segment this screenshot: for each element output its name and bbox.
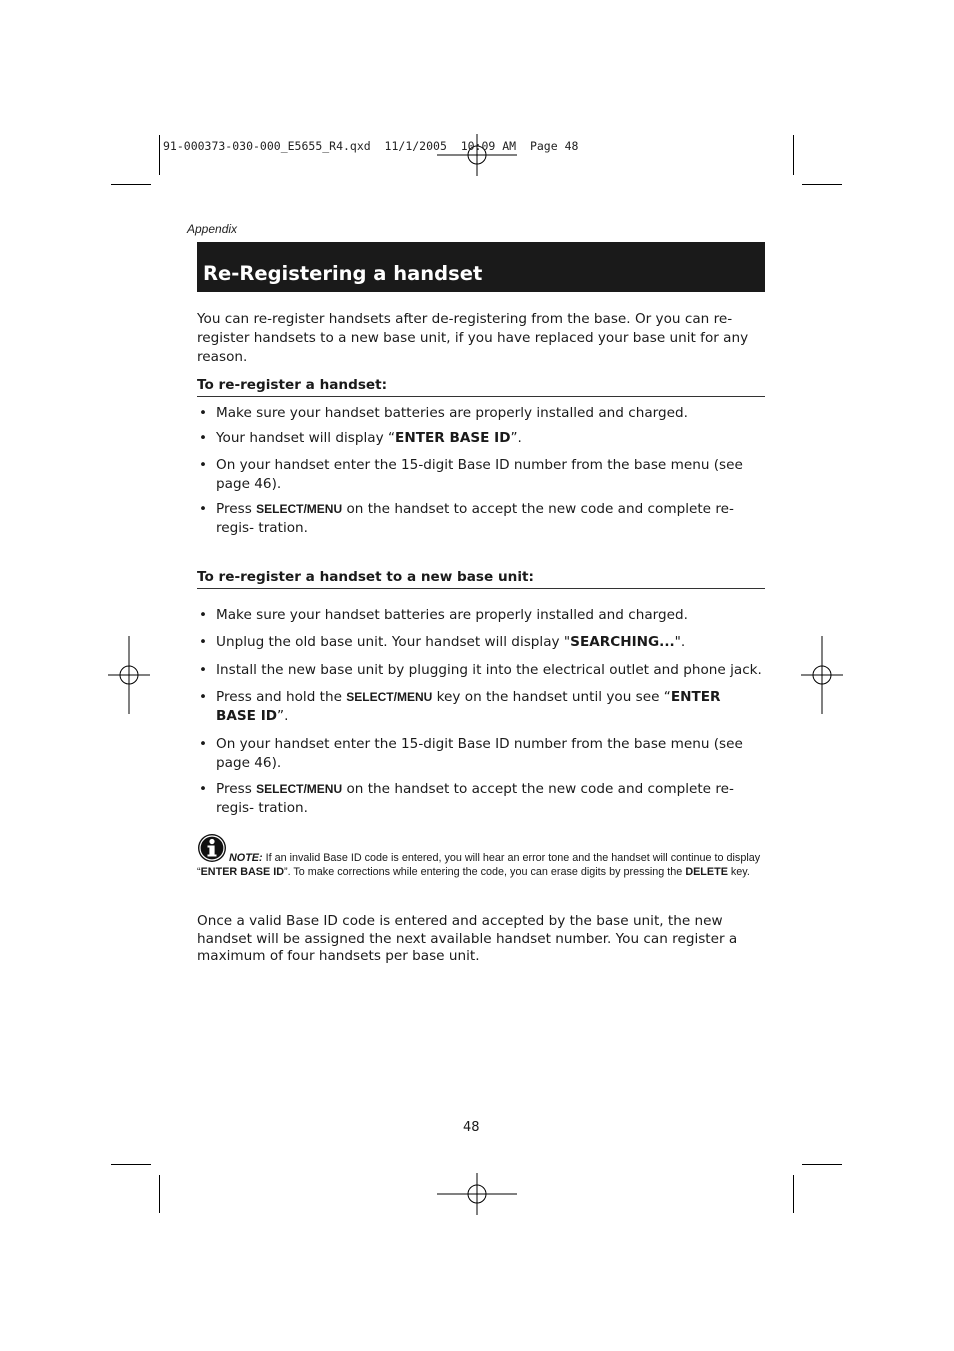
key-name: SELECT/MENU xyxy=(346,690,433,704)
key-name: SELECT/MENU xyxy=(256,502,343,516)
key-name: SELECT/MENU xyxy=(256,782,343,796)
section1-heading: To re-register a handset: xyxy=(197,377,765,397)
display-text: ENTER BASE ID xyxy=(216,689,721,724)
registration-target-bottom xyxy=(437,1173,517,1215)
display-text: SEARCHING... xyxy=(570,634,675,650)
intro-paragraph: You can re-register handsets after de-registering from the base. Or you can re-register handsets to a new base unit, if you have replaced your base unit for any reason. xyxy=(197,311,749,365)
section-label: Appendix xyxy=(187,222,238,236)
page-number: 48 xyxy=(463,1120,480,1135)
section2-heading: To re-register a handset to a new base unit: xyxy=(197,569,765,589)
closing-paragraph: Once a valid Base ID code is entered and accepted by the base unit, the new handset will be assigned the next available handset number. You can register a maximum of four handsets per base unit. xyxy=(197,913,738,964)
note-lead: NOTE: xyxy=(229,852,263,864)
title-bar xyxy=(197,242,765,292)
print-slug: 91-000373-030-000_E5655_R4.qxd 11/1/2005 10:09 AM Page 48 xyxy=(163,139,579,153)
display-text: ENTER BASE ID xyxy=(200,866,284,878)
key-name: DELETE xyxy=(685,866,728,878)
note: NOTE: If an invalid Base ID code is entered, you will hear an error tone and the handset will continue to display “ENTER BASE ID”. To make corrections while entering the code, you can erase digits by pressing the DELETE key. xyxy=(197,852,761,878)
page-title: Re-Registering a handset xyxy=(203,262,483,285)
display-text: ENTER BASE ID xyxy=(395,430,511,446)
registration-target-left xyxy=(108,636,150,714)
registration-target-right xyxy=(801,636,843,714)
